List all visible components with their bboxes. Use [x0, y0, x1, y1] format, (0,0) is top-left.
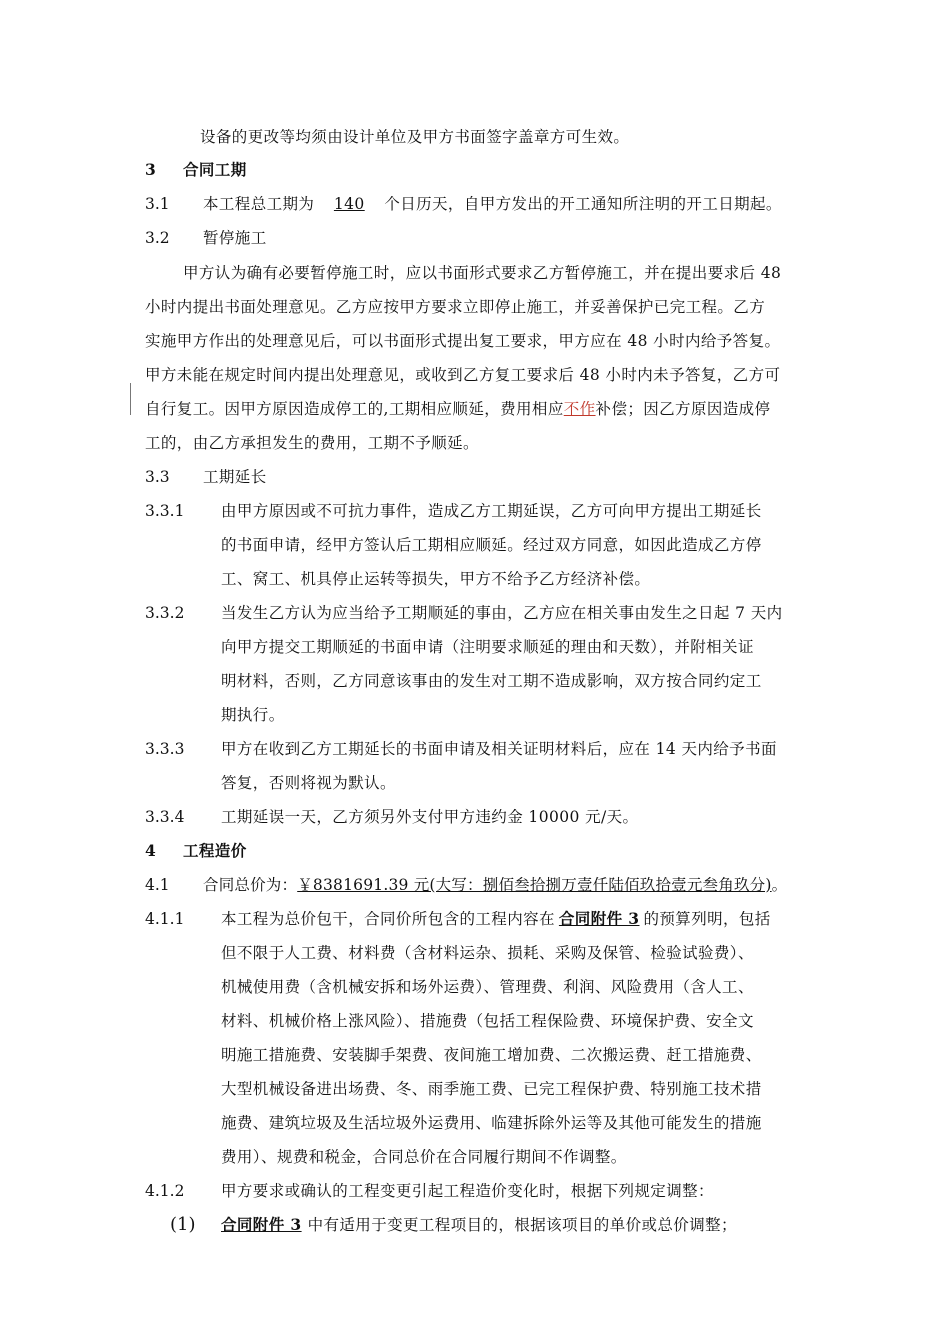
clause-3-3-3-line: 答复，否则将视为默认。: [221, 774, 396, 792]
list-item-1-number: (1): [170, 1214, 196, 1235]
clause-3-1-pre: 本工程总工期为: [203, 195, 315, 213]
clause-3-3-number: 3.3: [145, 468, 170, 486]
intro-line: 设备的更改等均须由设计单位及甲方书面签字盖章方可生效。: [200, 128, 630, 146]
clause-4-1-1-line: 但不限于人工费、材料费（含材料运杂、损耗、采购及保管、检验试验费）、: [221, 944, 754, 962]
clause-4-1-1-pre: 本工程为总价包干，合同价所包含的工程内容在: [221, 910, 555, 928]
clause-4-1-1-line: 施费、建筑垃圾及生活垃圾外运费用、临建拆除外运等及其他可能发生的措施: [221, 1114, 762, 1132]
section-3-title: 合同工期: [183, 160, 247, 179]
clause-3-2-number: 3.2: [145, 229, 170, 247]
clause-3-3-2-line: 明材料，否则，乙方同意该事由的发生对工期不造成影响，双方按合同约定工: [221, 672, 762, 690]
clause-3-2-line: 实施甲方作出的处理意见后，可以书面形式提出复工要求，甲方应在 48 小时内给予答复。: [145, 332, 781, 350]
clause-4-1-1-line: 费用）、规费和税金，合同总价在合同履行期间不作调整。: [221, 1148, 627, 1166]
clause-4-1-pre: 合同总价为：: [203, 876, 298, 894]
clause-3-3-1-line: 工、窝工、机具停止运转等损失，甲方不给予乙方经济补偿。: [221, 570, 651, 588]
clause-4-1-text: [203, 874, 787, 896]
clause-4-1-1-line: 明施工措施费、安装脚手架费、夜间施工增加费、二次搬运费、赶工措施费、: [221, 1046, 762, 1064]
clause-3-3-1-line: 的书面申请，经甲方签认后工期相应顺延。经过双方同意，如因此造成乙方停: [221, 536, 762, 554]
clause-3-3-2-line: 期执行。: [221, 706, 285, 724]
clause-3-3-2-line: 当发生乙方认为应当给予工期顺延的事由，乙方应在相关事由发生之日起 7 天内: [221, 604, 783, 622]
clause-3-2-line: 小时内提出书面处理意见。乙方应按甲方要求立即停止施工，并妥善保护已完工程。乙方: [145, 298, 766, 316]
clause-3-1-text: [203, 193, 782, 215]
clause-3-2-title: 暂停施工: [203, 229, 267, 247]
clause-3-2-line5-post: 补偿；因乙方原因造成停: [595, 400, 771, 418]
contract-total-amount: ￥8381691.39 元(大写：捌佰叁拾捌万壹仟陆佰玖拾壹元叁角玖分): [297, 876, 772, 894]
clause-3-3-3-line: 甲方在收到乙方工期延长的书面申请及相关证明材料后，应在 14 天内给予书面: [221, 740, 777, 758]
clause-4-1-1-number: 4.1.1: [145, 910, 185, 928]
section-4-title: 工程造价: [183, 841, 247, 860]
attachment-3-reference: 合同附件 3: [558, 909, 640, 928]
list-item-1-text: [221, 1214, 737, 1236]
clause-3-1-number: 3.1: [145, 195, 170, 213]
clause-4-1-1-line: 大型机械设备进出场费、冬、雨季施工费、已完工程保护费、特别施工技术措: [221, 1080, 762, 1098]
clause-3-3-2-line: 向甲方提交工期顺延的书面申请（注明要求顺延的理由和天数），并附相关证: [221, 638, 754, 656]
clause-3-3-2-number: 3.3.2: [145, 604, 185, 622]
clause-4-1-post: 。: [771, 876, 788, 894]
clause-3-3-4-line: 工期延误一天，乙方须另外支付甲方违约金 10000 元/天。: [221, 808, 639, 826]
clause-4-1-1-line: 材料、机械价格上涨风险）、措施费（包括工程保险费、环境保护费、安全文: [221, 1012, 754, 1030]
list-item-1-post: 中有适用于变更工程项目的，根据该项目的单价或总价调整；: [307, 1216, 737, 1234]
revision-margin-bar: [130, 383, 131, 415]
clause-3-2-line: 甲方未能在规定时间内提出处理意见，或收到乙方复工要求后 48 小时内未予答复，乙方可: [145, 366, 781, 384]
revision-mark-text: 不作: [563, 400, 596, 418]
clause-3-3-4-number: 3.3.4: [145, 808, 185, 826]
clause-3-2-line: [145, 398, 770, 420]
clause-3-3-title: 工期延长: [203, 468, 267, 486]
clause-4-1-2-number: 4.1.2: [145, 1182, 185, 1200]
section-3-number: 3: [145, 160, 156, 179]
clause-3-3-3-number: 3.3.3: [145, 740, 185, 758]
section-4-number: 4: [145, 841, 156, 860]
clause-4-1-2-line: 甲方要求或确认的工程变更引起工程造价变化时，根据下列规定调整：: [221, 1182, 714, 1200]
total-days-value: 140: [333, 195, 365, 213]
clause-3-2-line: 工的，由乙方承担发生的费用，工期不予顺延。: [145, 434, 479, 452]
clause-3-2-line5-pre: 自行复工。因甲方原因造成停工的,工期相应顺延，费用相应: [145, 400, 564, 418]
attachment-3-reference: 合同附件 3: [221, 1215, 302, 1234]
clause-4-1-1-post: 的预算列明，包括: [643, 910, 771, 928]
clause-3-2-line: 甲方认为确有必要暂停施工时，应以书面形式要求乙方暂停施工，并在提出要求后 48: [183, 264, 782, 282]
clause-3-3-1-line: 由甲方原因或不可抗力事件，造成乙方工期延误，乙方可向甲方提出工期延长: [221, 502, 762, 520]
clause-4-1-1-line: 机械使用费（含机械安拆和场外运费）、管理费、利润、风险费用（含人工、: [221, 978, 754, 996]
clause-3-3-1-number: 3.3.1: [145, 502, 185, 520]
clause-4-1-1-line: [221, 908, 771, 930]
clause-4-1-number: 4.1: [145, 876, 170, 894]
clause-3-1-post: 个日历天，自甲方发出的开工通知所注明的开工日期起。: [384, 195, 782, 213]
